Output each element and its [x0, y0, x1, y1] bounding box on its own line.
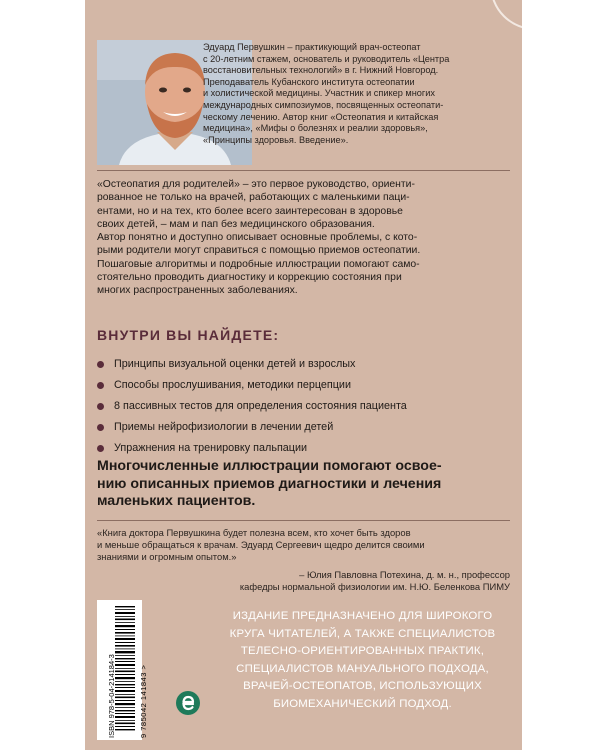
corner-circle-decoration	[490, 0, 522, 30]
barcode-digits: 9 785042 141843 >	[139, 664, 148, 738]
list-item-label: Упражнения на тренировку пальпации	[114, 442, 308, 454]
audience-line: СПЕЦИАЛИСТОВ МАНУАЛЬНОГО ПОДХОДА,	[236, 662, 489, 675]
barcode-bars	[97, 600, 142, 740]
highlight-line: Многочисленные иллюстрации помогают освое-	[97, 458, 442, 474]
description-line: ентами, но и на тех, кто более всего заинтересован в здоровье	[97, 205, 403, 217]
description-line: Пошаговые алгоритмы и подробные иллюстрации помогают само-	[97, 258, 420, 270]
quote-line: и меньше обращаться к врачам. Эдуард Сергеевич щедро делится своими	[97, 539, 425, 550]
bullet-dot-icon	[97, 403, 104, 410]
description-line: рованное не только на врачей, работающих с маленькими паци-	[97, 192, 410, 204]
bio-line: Эдуард Первушкин – практикующий врач-остеопат	[203, 42, 421, 52]
quote-author-line: – Юлия Павловна Потехина, д. м. н., профессор	[299, 569, 510, 580]
list-item-label: Принципы визуальной оценки детей и взрослых	[114, 358, 356, 370]
description-line: Автор понятно и доступно описывает основные проблемы, с кото-	[97, 232, 418, 244]
bio-line: и холистической медицины. Участник и спикер многих	[203, 88, 435, 99]
inside-section-title: ВНУТРИ ВЫ НАЙДЕТЕ:	[97, 327, 280, 343]
audience-note	[210, 608, 515, 713]
list-item	[97, 354, 510, 375]
bio-line: Преподаватель Кубанского института остеопатии	[203, 76, 415, 87]
quote-line: «Книга доктора Первушкина будет полезна всем, кто хочет быть здоров	[97, 527, 411, 538]
book-description	[97, 178, 510, 298]
audience-line: ТЕЛЕСНО-ОРИЕНТИРОВАННЫХ ПРАКТИК,	[240, 645, 485, 657]
audience-line: БИОМЕХАНИЧЕСКИЙ ПОДХОД.	[273, 697, 452, 710]
bio-line: медицина», «Мифы о болезнях и реалии здоровья»,	[203, 123, 428, 134]
highlight-line: маленьких пациентов.	[97, 493, 256, 509]
audience-line: ВРАЧЕЙ-ОСТЕОПАТОВ, ИСПОЛЬЗУЮЩИХ	[243, 680, 482, 692]
bullet-dot-icon	[97, 361, 104, 368]
description-line: многих распространенных заболеваниях.	[97, 285, 298, 297]
list-item	[97, 417, 510, 438]
bullet-dot-icon	[97, 445, 104, 452]
list-item	[97, 438, 510, 459]
bio-line: международных симпозиумов, посвященных остеопати-	[203, 99, 444, 110]
audience-line: КРУГА ЧИТАТЕЛЕЙ, А ТАКЖЕ СПЕЦИАЛИСТОВ	[229, 627, 496, 640]
bio-line: «Принципы здоровья. Введение».	[203, 134, 349, 145]
bullet-dot-icon	[97, 424, 104, 431]
isbn-barcode	[97, 600, 148, 740]
illustrations-highlight	[97, 458, 510, 511]
audience-line: ИЗДАНИЕ ПРЕДНАЗНАЧЕНО ДЛЯ ШИРОКОГО	[232, 610, 493, 622]
publisher-e-logo-icon	[175, 690, 201, 716]
description-line: своих детей, – мам и пап без медицинского образования.	[97, 218, 375, 230]
highlight-line: нию описанных приемов диагностики и лечения	[97, 475, 442, 492]
bullet-dot-icon	[97, 382, 104, 389]
list-item-label: Способы прослушивания, методики перцепции	[114, 379, 351, 391]
book-back-cover	[85, 0, 522, 750]
quote-attribution	[197, 569, 510, 593]
description-paragraph-1	[97, 178, 510, 231]
quote-author-line: кафедры нормальной физиологии им. Н.Ю. Беленкова ПИМУ	[239, 581, 510, 592]
bio-line: восстановительных технологий» в г. Нижний Новгород.	[203, 65, 439, 76]
description-line: рыми родители могут справиться с помощью приемов остеопатии.	[97, 245, 421, 257]
inside-list	[97, 354, 510, 459]
list-item	[97, 396, 510, 417]
description-line: «Остеопатия для родителей» – это первое руководство, ориенти-	[97, 179, 415, 190]
list-item-label: Приемы нейрофизиологии в лечении детей	[114, 421, 334, 433]
isbn-number: ISBN 978-5-04-214184-3	[107, 654, 116, 738]
divider-top	[97, 170, 510, 171]
list-item-label: 8 пассивных тестов для определения состояния пациента	[114, 400, 407, 412]
quote-line: знаниями и огромным опытом.»	[97, 551, 237, 562]
testimonial-quote	[97, 527, 510, 563]
author-bio	[203, 42, 513, 146]
bio-line: с 20-летним стажем, основатель и руководитель «Центра	[203, 53, 450, 64]
description-line: стоятельно проводить диагностику и коррекцию состояния при	[97, 272, 402, 284]
list-item	[97, 375, 510, 396]
divider-bottom	[97, 520, 510, 521]
bio-line: ческому лечению. Автор книг «Остеопатия и китайская	[203, 111, 439, 122]
description-paragraph-2	[97, 231, 510, 297]
